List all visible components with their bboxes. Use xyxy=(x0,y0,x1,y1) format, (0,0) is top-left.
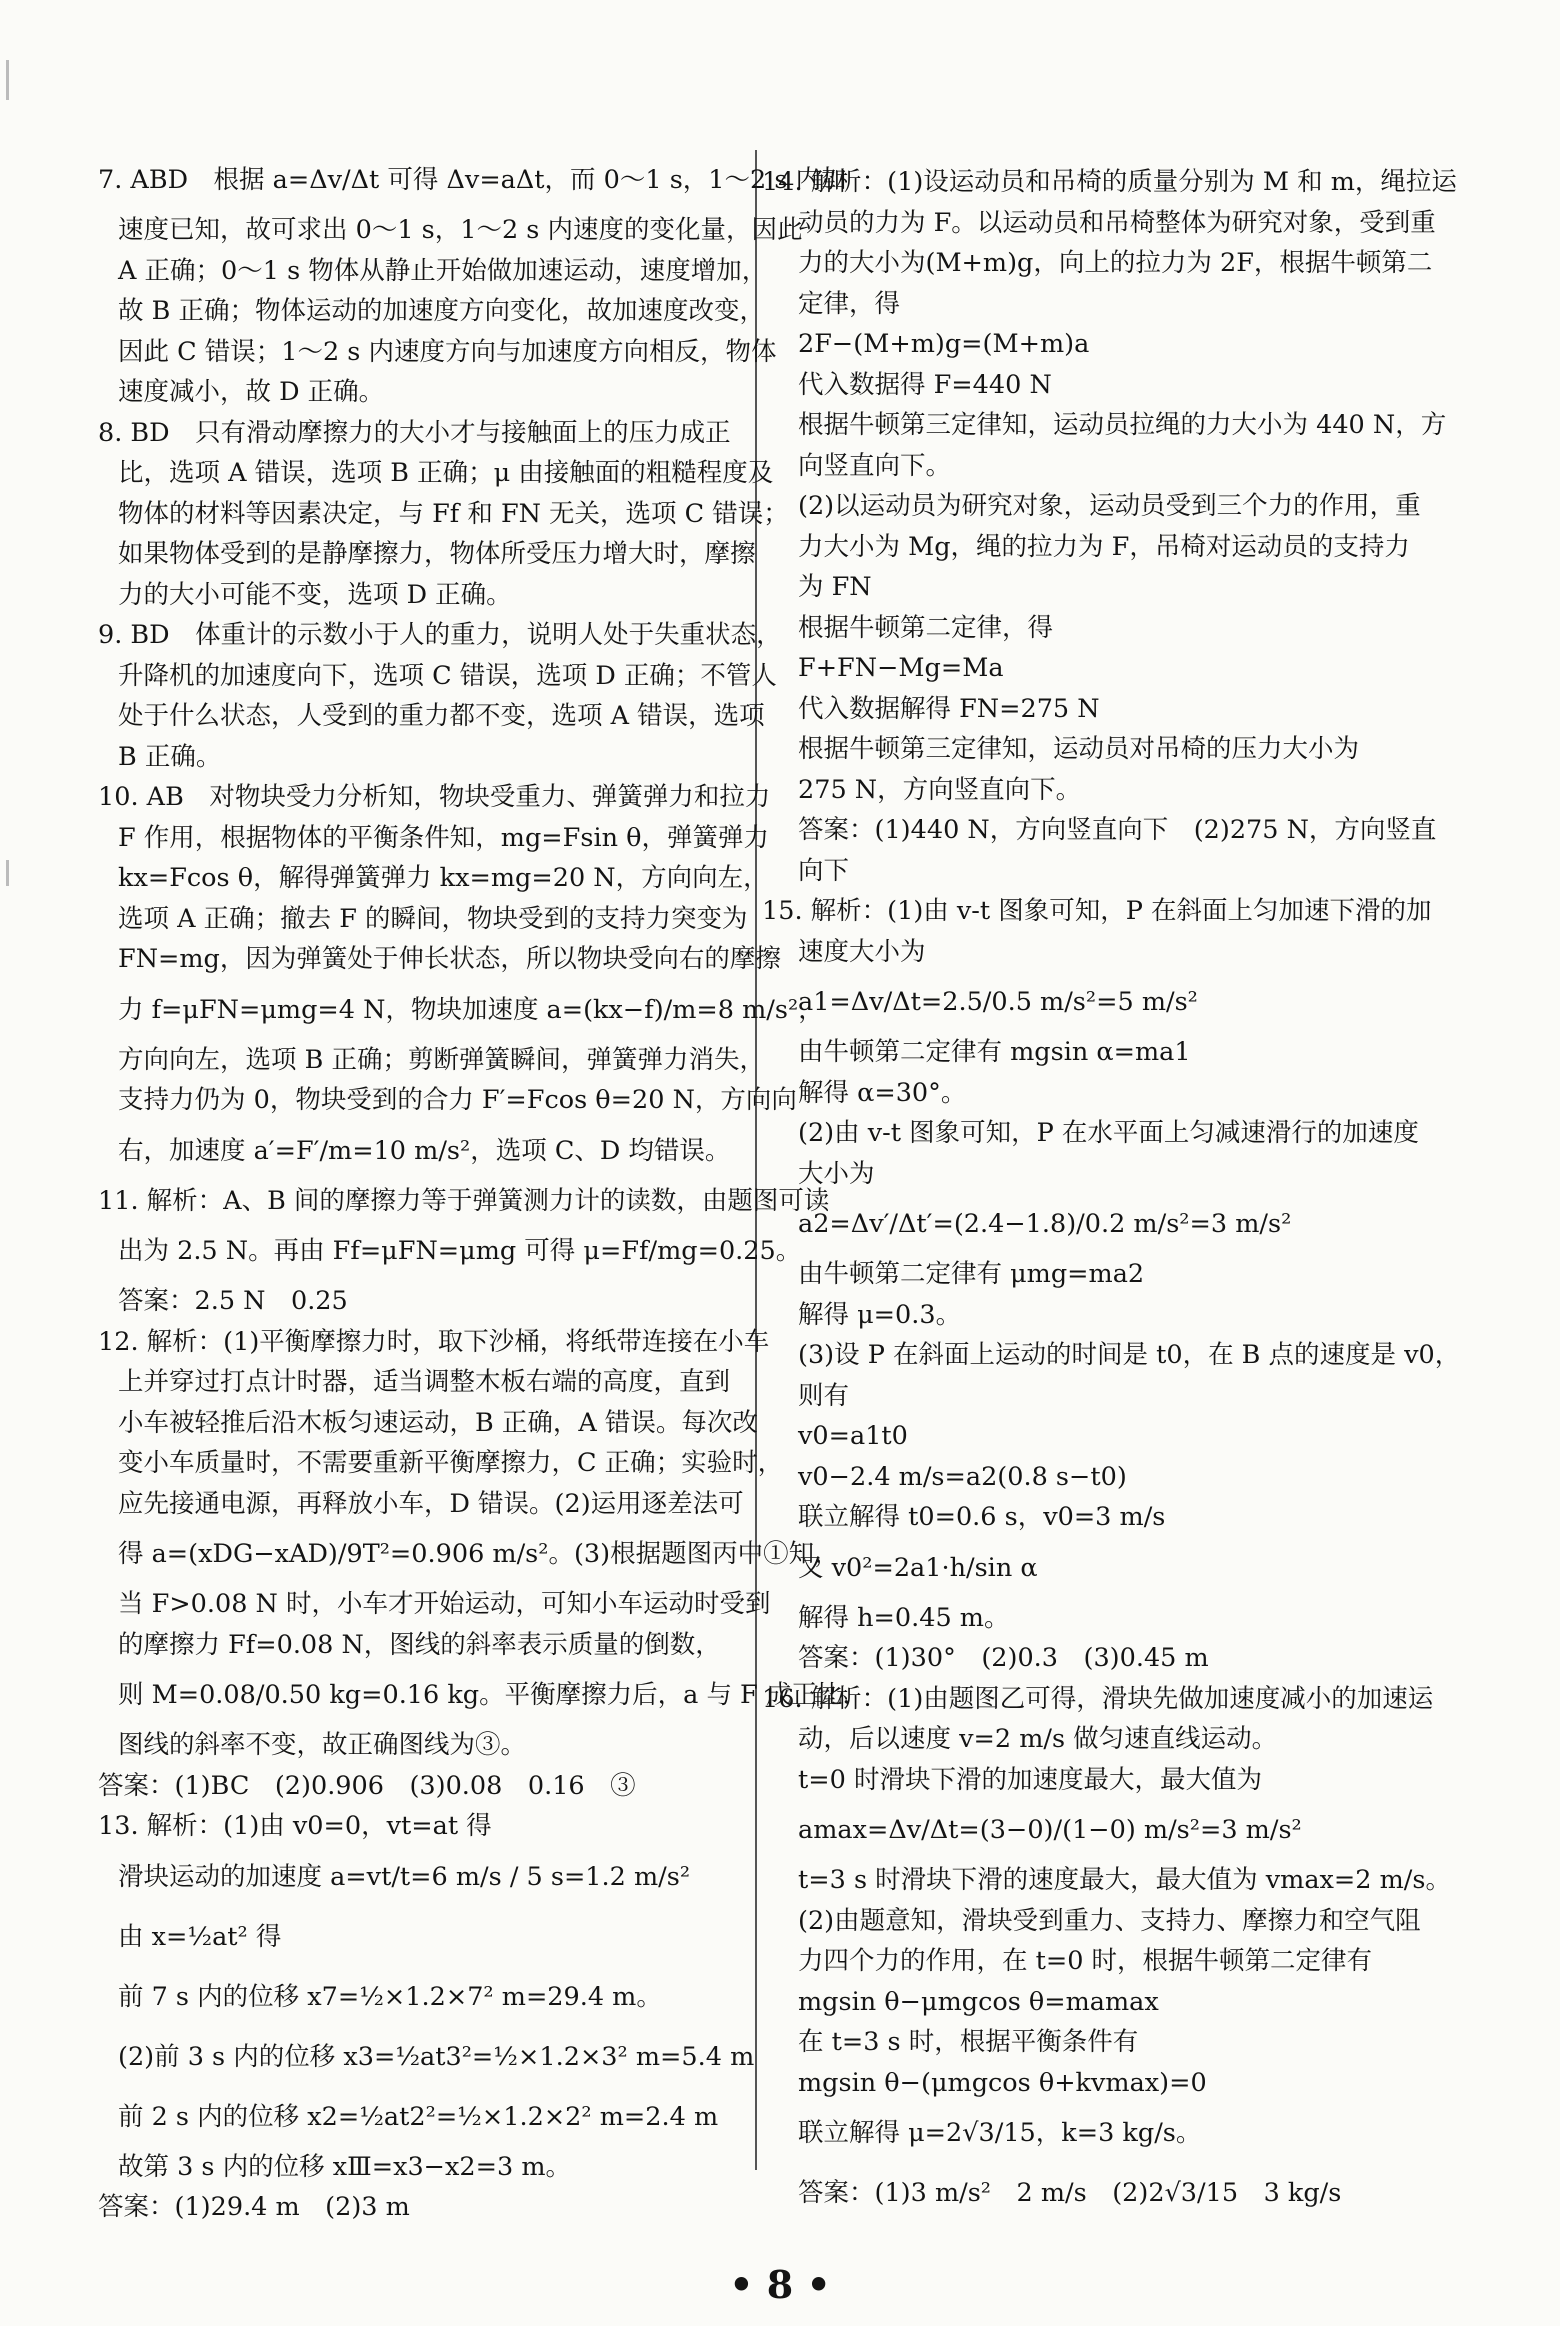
answer-line: 答案：(1)3 m/s² 2 m/s (2)2√3/15 3 kg/s xyxy=(798,2178,1342,2208)
text-line: (2)前 3 s 内的位移 x3=½at3²=½×1.2×3² m=5.4 m xyxy=(118,2041,755,2072)
text-line: 上并穿过打点计时器，适当调整木板右端的高度，直到 xyxy=(118,1367,731,1397)
text-line: v0−2.4 m/s=a2(0.8 s−t0) xyxy=(798,1461,1127,1492)
text-line: B 正确。 xyxy=(118,741,222,772)
text-line: 力的大小为(M+m)g，向上的拉力为 2F，根据牛顿第二 xyxy=(798,248,1433,278)
text-line: 变小车质量时，不需要重新平衡摩擦力，C 正确；实验时， xyxy=(118,1448,784,1478)
text-line: 在 t=3 s 时，根据平衡条件有 xyxy=(798,2027,1139,2057)
text-line: 10. AB 对物块受力分析知，物块受重力、弹簧弹力和拉力 xyxy=(98,782,771,812)
answer-line: 答案：(1)30° (2)0.3 (3)0.45 m xyxy=(798,1643,1209,1673)
answer-line: 答案：2.5 N 0.25 xyxy=(118,1286,348,1316)
text-line: 根据牛顿第三定律知，运动员对吊椅的压力大小为 xyxy=(798,734,1360,764)
text-line: 根据牛顿第三定律知，运动员拉绳的力大小为 440 N，方 xyxy=(798,410,1447,440)
text-line: 方向向左，选项 B 正确；剪断弹簧瞬间，弹簧弹力消失， xyxy=(118,1044,765,1075)
text-line: 故第 3 s 内的位移 xⅢ=x3−x2=3 m。 xyxy=(118,2151,572,2182)
text-line: 速度大小为 xyxy=(798,936,926,967)
text-line: 如果物体受到的是静摩擦力，物体所受压力增大时，摩擦 xyxy=(118,539,756,569)
text-line: 由牛顿第二定律有 mgsin α=ma1 xyxy=(798,1037,1191,1067)
text-line: 力大小为 Mg，绳的拉力为 F，吊椅对运动员的支持力 xyxy=(798,531,1410,562)
text-line: 向竖直向下。 xyxy=(798,450,952,481)
text-line: 选项 A 正确；撤去 F 的瞬间，物块受到的支持力突变为 xyxy=(118,903,748,934)
text-line: t=0 时滑块下滑的加速度最大，最大值为 xyxy=(798,1764,1262,1795)
text-line: 动，后以速度 v=2 m/s 做匀速直线运动。 xyxy=(798,1724,1278,1754)
answer-item-16 xyxy=(762,1679,1462,2224)
text-line: 比，选项 A 错误，选项 B 正确；μ 由接触面的粗糙程度及 xyxy=(118,458,774,488)
scan-margin-mark xyxy=(6,60,9,100)
text-line: FN=mg，因为弹簧处于伸长状态，所以物块受向右的摩擦 xyxy=(118,944,781,974)
text-line: 故 B 正确；物体运动的加速度方向变化，故加速度改变， xyxy=(118,296,765,326)
text-line: 大小为 xyxy=(798,1158,875,1189)
text-line: 前 2 s 内的位移 x2=½at2²=½×1.2×2² m=2.4 m xyxy=(118,2101,719,2132)
answer-item-14 xyxy=(762,162,1462,891)
text-line: 支持力仍为 0，物块受到的合力 F′=Fcos θ=20 N，方向向 xyxy=(118,1085,797,1115)
text-line: 联立解得 t0=0.6 s，v0=3 m/s xyxy=(798,1502,1166,1532)
text-line: 14. 解析：(1)设运动员和吊椅的质量分别为 M 和 m，绳拉运 xyxy=(762,167,1457,197)
page-number: • 8 • xyxy=(729,2262,831,2307)
answer-line: 答案：(1)BC (2)0.906 (3)0.08 0.16 ③ xyxy=(98,1770,636,1801)
text-line: 则 M=0.08/0.50 kg=0.16 kg。平衡摩擦力后，a 与 F 成正比， xyxy=(118,1680,868,1710)
answer-item-8 xyxy=(98,413,789,616)
text-line: A 正确；0～1 s 物体从静止开始做加速运动，速度增加， xyxy=(118,255,768,286)
right-column xyxy=(762,162,1462,2223)
text-line: (2)由 v-t 图象可知，P 在水平面上匀减速滑行的加速度 xyxy=(798,1118,1419,1148)
text-line: 当 F>0.08 N 时，小车才开始运动，可知小车运动时受到 xyxy=(118,1589,771,1619)
text-line: F 作用，根据物体的平衡条件知，mg=Fsin θ，弹簧弹力 xyxy=(118,822,769,853)
text-line: mgsin θ−μmgcos θ=mamax xyxy=(798,1986,1159,2017)
text-line: 应先接通电源，再释放小车，D 错误。(2)运用逐差法可 xyxy=(118,1488,744,1519)
text-line: 根据牛顿第二定律，得 xyxy=(798,612,1054,643)
text-line: 13. 解析：(1)由 v0=0，vt=at 得 xyxy=(98,1811,492,1841)
text-line: v0=a1t0 xyxy=(798,1421,908,1451)
text-line: 8. BD 只有滑动摩擦力的大小才与接触面上的压力成正 xyxy=(98,417,731,448)
text-line: a2=Δv′/Δt′=(2.4−1.8)/0.2 m/s²=3 m/s² xyxy=(798,1209,1292,1239)
text-line: 由 x=½at² 得 xyxy=(118,1921,282,1952)
text-line: 又 v0²=2a1·h/sin α xyxy=(798,1552,1038,1583)
text-line: 力的大小可能不变，选项 D 正确。 xyxy=(118,579,512,610)
answer-item-7 xyxy=(98,150,847,413)
text-line: 代入数据解得 FN=275 N xyxy=(798,693,1100,724)
text-line: 右，加速度 a′=F′/m=10 m/s²，选项 C、D 均错误。 xyxy=(118,1135,731,1166)
text-line: 因此 C 错误；1～2 s 内速度方向与加速度方向相反，物体 xyxy=(118,336,777,367)
answer-line: 向下 xyxy=(798,855,850,886)
text-line: 图线的斜率不变，故正确图线为③。 xyxy=(118,1730,527,1760)
text-line: 得 a=(xDG−xAD)/9T²=0.906 m/s²。(3)根据题图丙中①知， xyxy=(118,1539,840,1569)
scan-margin-mark xyxy=(6,860,9,886)
text-line: 滑块运动的加速度 a=vt/t=6 m/s / 5 s=1.2 m/s² xyxy=(118,1861,691,1892)
text-line: F+FN−Mg=Ma xyxy=(798,653,1004,683)
text-line: kx=Fcos θ，解得弹簧弹力 kx=mg=20 N，方向向左， xyxy=(118,863,769,893)
text-line: 11. 解析：A、B 间的摩擦力等于弹簧测力计的读数，由题图可读 xyxy=(98,1185,830,1216)
text-line: (2)以运动员为研究对象，运动员受到三个力的作用，重 xyxy=(798,491,1421,521)
text-line: a1=Δv/Δt=2.5/0.5 m/s²=5 m/s² xyxy=(798,987,1198,1017)
text-line: 为 FN xyxy=(798,572,872,602)
text-line: 动员的力为 F。以运动员和吊椅整体为研究对象，受到重 xyxy=(798,207,1436,238)
text-line: 联立解得 μ=2√3/15，k=3 kg/s。 xyxy=(798,2118,1202,2148)
text-line: (3)设 P 在斜面上运动的时间是 t0，在 B 点的速度是 v0， xyxy=(798,1340,1461,1370)
text-line: 由牛顿第二定律有 μmg=ma2 xyxy=(798,1259,1145,1289)
answer-line: 答案：(1)440 N，方向竖直向下 (2)275 N，方向竖直 xyxy=(798,815,1437,845)
text-line: t=3 s 时滑块下滑的速度最大，最大值为 vmax=2 m/s。 xyxy=(798,1865,1451,1895)
text-line: 处于什么状态，人受到的重力都不变，选项 A 错误，选项 xyxy=(118,701,765,731)
text-line: amax=Δv/Δt=(3−0)/(1−0) m/s²=3 m/s² xyxy=(798,1815,1302,1845)
text-line: (2)由题意知，滑块受到重力、支持力、摩擦力和空气阻 xyxy=(798,1905,1421,1936)
text-line: mgsin θ−(μmgcos θ+kvmax)=0 xyxy=(798,2067,1207,2098)
text-line: 代入数据得 F=440 N xyxy=(798,369,1052,400)
text-line: 2F−(M+m)g=(M+m)a xyxy=(798,329,1090,359)
answer-item-9 xyxy=(98,615,782,777)
answer-line: 答案：(1)29.4 m (2)3 m xyxy=(98,2192,410,2222)
text-line: 物体的材料等因素决定，与 Ff 和 FN 无关，选项 C 错误； xyxy=(118,498,789,529)
text-line: 速度减小，故 D 正确。 xyxy=(118,377,385,407)
text-line: 7. ABD 根据 a=Δv/Δt 可得 Δv=aΔt，而 0～1 s，1～2 s 内加 xyxy=(98,165,847,195)
text-line: 力四个力的作用，在 t=0 时，根据牛顿第二定律有 xyxy=(798,1946,1373,1976)
text-line: 12. 解析：(1)平衡摩擦力时，取下沙桶，将纸带连接在小车 xyxy=(98,1326,770,1357)
text-line: 速度已知，故可求出 0～1 s，1～2 s 内速度的变化量，因此 xyxy=(118,215,803,245)
text-line: 升降机的加速度向下，选项 C 错误，选项 D 正确；不管人 xyxy=(118,660,777,691)
text-line: 则有 xyxy=(798,1380,850,1411)
answer-item-15 xyxy=(762,891,1462,1679)
text-line: 275 N，方向竖直向下。 xyxy=(798,774,1082,805)
text-line: 解得 μ=0.3。 xyxy=(798,1299,962,1330)
text-line: 解得 α=30°。 xyxy=(798,1077,967,1108)
text-line: 解得 h=0.45 m。 xyxy=(798,1602,1010,1633)
text-line: 小车被轻推后沿木板匀速运动，B 正确，A 错误。每次改 xyxy=(118,1407,758,1438)
text-line: 前 7 s 内的位移 x7=½×1.2×7² m=29.4 m。 xyxy=(118,1981,662,2012)
answer-item-13 xyxy=(98,1806,755,2228)
text-line: 力 f=μFN=μmg=4 N，物块加速度 a=(kx−f)/m=8 m/s²， xyxy=(118,994,824,1025)
answer-item-11 xyxy=(98,1181,830,1322)
text-line: 的摩擦力 Ff=0.08 N，图线的斜率表示质量的倒数， xyxy=(118,1629,721,1660)
text-line: 定律，得 xyxy=(798,288,901,319)
text-line: 16. 解析：(1)由题图乙可得，滑块先做加速度减小的加速运 xyxy=(762,1683,1434,1714)
text-line: 9. BD 体重计的示数小于人的重力，说明人处于失重状态， xyxy=(98,620,782,650)
text-line: 出为 2.5 N。再由 Ff=μFN=μmg 可得 μ=Ff/mg=0.25。 xyxy=(118,1236,802,1266)
text-line: 15. 解析：(1)由 v-t 图象可知，P 在斜面上匀加速下滑的加 xyxy=(762,896,1432,926)
